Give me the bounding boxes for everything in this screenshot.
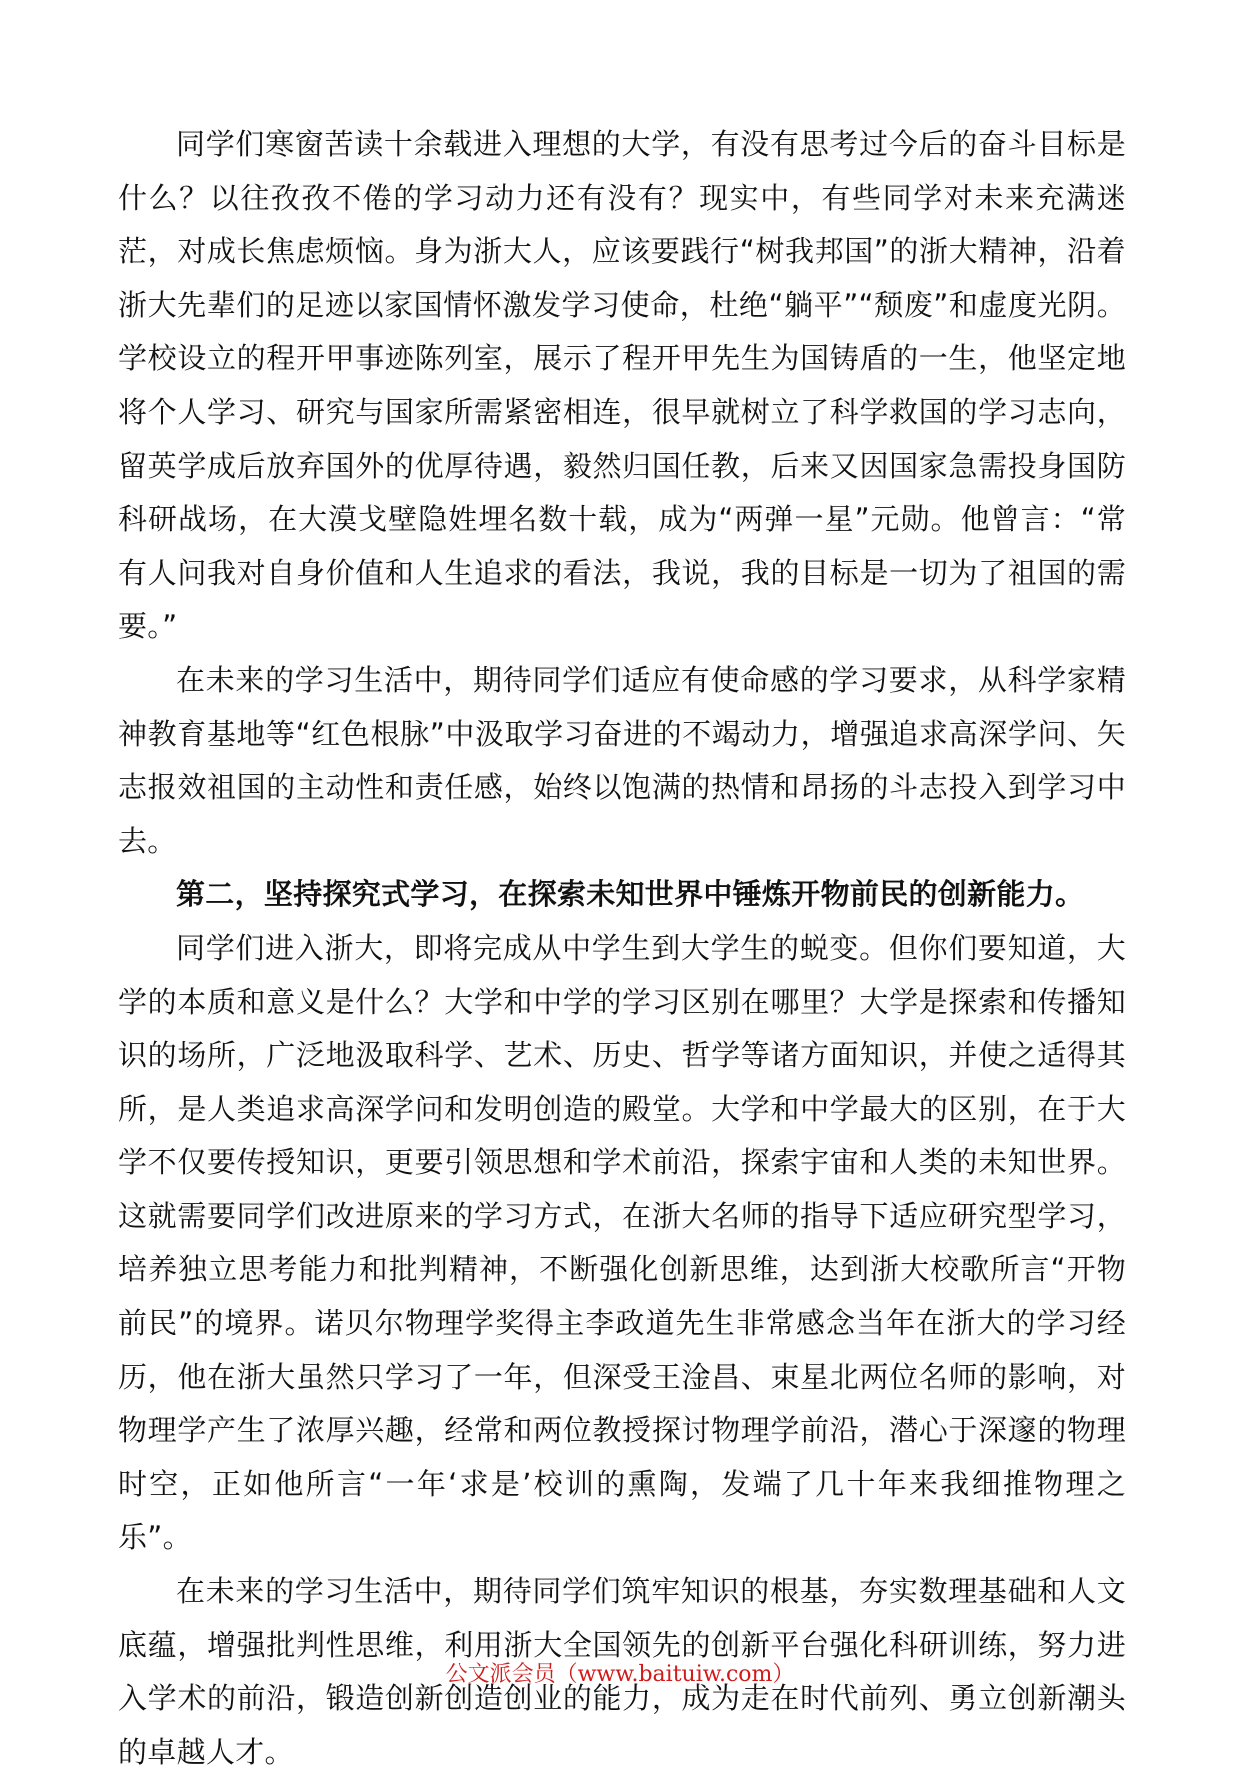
paragraph-2: 在未来的学习生活中，期待同学们适应有使命感的学习要求，从科学家精神教育基地等“红色根脉”中汲取学习奋进的不竭动力，增强追求高深学问、矢志报效祖国的主动性和责任感，始终以饱满的热情和昂扬的斗志投入到学习中去。 xyxy=(118,662,1126,858)
section-heading: 第二，坚持探究式学习，在探索未知世界中锤炼开物前民的创新能力。 xyxy=(176,877,1085,912)
footer-watermark: 公文派会员（www.baituiw.com） xyxy=(445,1662,795,1687)
document-body xyxy=(118,118,1126,1779)
paragraph-1: 同学们寒窗苦读十余载进入理想的大学，有没有思考过今后的奋斗目标是什么？以往孜孜不倦的学习动力还有没有？现实中，有些同学对未来充满迷茫，对成长焦虑烦恼。身为浙大人，应该要践行“树我邦国”的浙大精神，沿着浙大先辈们的足迹以家国情怀激发学习使命，杜绝“躺平”“颓废”和虚度光阴。学校设立的程开甲事迹陈列室，展示了程开甲先生为国铸盾的一生，他坚定地将个人学习、研究与国家所需紧密相连，很早就树立了科学救国的学习志向，留英学成后放弃国外的优厚待遇，毅然归国任教，后来又因国家急需投身国防科研战场，在大漠戈壁隐姓埋名数十载，成为“两弹一星”元勋。他曾言：“常有人问我对自身价值和人生追求的看法，我说，我的目标是一切为了祖国的需要。” xyxy=(118,127,1126,644)
paragraph-3: 同学们进入浙大，即将完成从中学生到大学生的蜕变。但你们要知道，大学的本质和意义是什么？大学和中学的学习区别在哪里？大学是探索和传播知识的场所，广泛地汲取科学、艺术、历史、哲学等诸方面知识，并使之适得其所，是人类追求高深学问和发明创造的殿堂。大学和中学最大的区别，在于大学不仅要传授知识，更要引领思想和学术前沿，探索宇宙和人类的未知世界。这就需要同学们改进原来的学习方式，在浙大名师的指导下适应研究型学习，培养独立思考能力和批判精神，不断强化创新思维，达到浙大校歌所言“开物前民”的境界。诺贝尔物理学奖得主李政道先生非常感念当年在浙大的学习经历，他在浙大虽然只学习了一年，但深受王淦昌、束星北两位名师的影响，对物理学产生了浓厚兴趣，经常和两位教授探讨物理学前沿，潜心于深邃的物理时空，正如他所言“一年‘求是’校训的熏陶，发端了几十年来我细推物理之乐”。 xyxy=(118,930,1126,1555)
paragraph-4: 在未来的学习生活中，期待同学们筑牢知识的根基，夯实数理基础和人文底蕴，增强批判性思维，利用浙大全国领先的创新平台强化科研训练，努力进入学术的前沿，锻造创新创造创业的能力，成为走在时代前列、勇立创新潮头的卓越人才。 xyxy=(118,1574,1126,1769)
